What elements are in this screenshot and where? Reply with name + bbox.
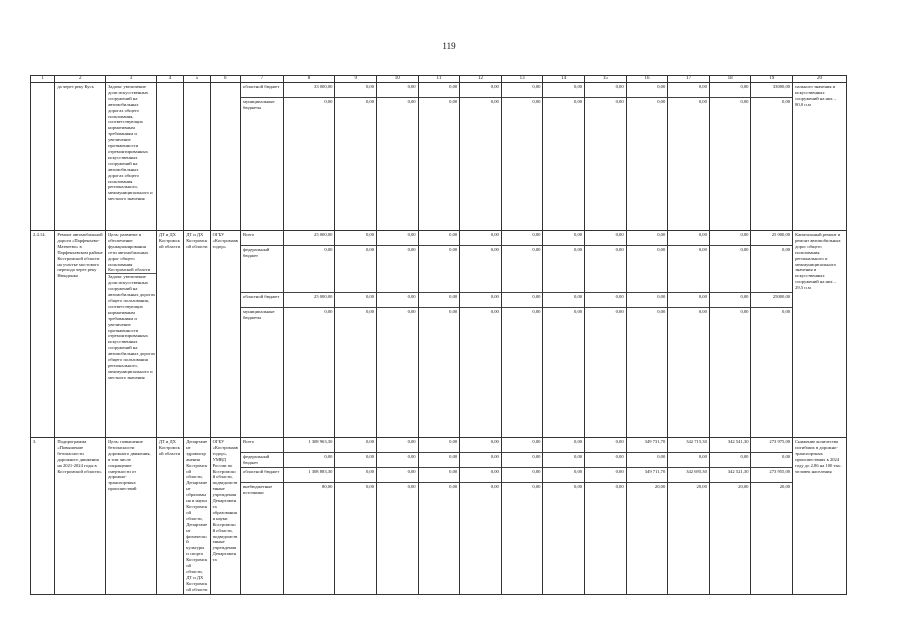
funding-value: 0,00 xyxy=(335,292,376,307)
funding-value: 0,00 xyxy=(335,452,376,467)
funding-value: 0,00 xyxy=(740,232,749,237)
funding-values xyxy=(668,83,710,231)
column-number: 11 xyxy=(418,76,460,83)
funding-source: Всего xyxy=(243,232,255,237)
funding-value: 0,00 xyxy=(698,232,707,237)
funding-value: 342 541,30 xyxy=(727,439,749,444)
funding-value: 0,00 xyxy=(615,232,624,237)
funding-value: 0,00 xyxy=(460,482,501,497)
funding-source: федеральный бюджет xyxy=(241,245,283,260)
funding-source: муниципальные бюджеты xyxy=(241,307,283,322)
funding-value: 25 000,00 xyxy=(314,232,333,237)
funding-value: 0,00 xyxy=(284,245,335,260)
funding-values xyxy=(335,83,377,231)
funding-values xyxy=(377,438,419,595)
funding-value: 0,00 xyxy=(627,307,668,322)
funding-values xyxy=(460,438,502,595)
event-name: да через реку Кусь xyxy=(55,83,106,231)
funding-source: федеральный бюджет xyxy=(241,452,283,467)
column-number: 2 xyxy=(55,76,106,83)
column-number: 4 xyxy=(156,76,183,83)
co-executor: Департамент здравоохранения Костромской области, Департамент образования и науки Костромской области, Департамент физической культуры и спорта Костромской области, ДТ и ДХ Костромской области xyxy=(184,438,210,595)
column-number: 7 xyxy=(241,76,284,83)
funding-values xyxy=(585,438,627,595)
funding-value: 0,00 xyxy=(585,97,626,112)
funding-value: 1 308 883,30 xyxy=(284,467,335,482)
funding-value: 0,00 xyxy=(502,292,543,307)
funding-values xyxy=(543,83,585,231)
funding-value: 0,00 xyxy=(668,292,709,307)
funding-value: 0,00 xyxy=(460,467,501,482)
funding-value: 349 731,70 xyxy=(644,439,666,444)
funding-value: 0,00 xyxy=(377,97,418,112)
funding-value: 0,00 xyxy=(419,97,460,112)
funding-value: 0,00 xyxy=(543,482,584,497)
funding-values xyxy=(543,438,585,595)
funding-values xyxy=(543,231,585,438)
funding-value: 0,00 xyxy=(377,292,418,307)
funding-value: 0,00 xyxy=(543,97,584,112)
goal-task xyxy=(106,231,157,438)
expected-result: пального значения и искусственных сооружений на них – 80,0 п.м xyxy=(793,83,847,231)
column-number: 16 xyxy=(626,76,668,83)
column-number: 19 xyxy=(751,76,793,83)
funding-value: 0,00 xyxy=(419,307,460,322)
funding-values xyxy=(501,438,543,595)
funding-value: 342 715,30 xyxy=(686,439,707,444)
funding-value: 349 711,70 xyxy=(627,467,668,482)
goal-task: Задача: увеличение доли искусственных сооружений на автомобильных дорогах общего пользования, соответствующих нормативным требованиям и увеличение протяженности отремонтированных искусственных сооружений на автомобильных дорогах общего пользования регионального, межмуниципального и местного значения xyxy=(106,83,157,231)
funding-value: 0,00 xyxy=(335,245,376,260)
funding-value: 80,00 xyxy=(284,482,335,497)
funding-value: 0,00 xyxy=(365,439,374,444)
column-number: 18 xyxy=(709,76,751,83)
table-row xyxy=(31,83,847,231)
funding-value: 0,00 xyxy=(449,439,458,444)
funding-values xyxy=(460,231,502,438)
funding-values xyxy=(501,231,543,438)
funding-value: 0,00 xyxy=(740,84,749,89)
funding-values xyxy=(709,83,751,231)
funding-values xyxy=(709,438,751,595)
funding-sources xyxy=(241,438,284,595)
funding-value: 0,00 xyxy=(407,439,416,444)
column-number: 6 xyxy=(210,76,240,83)
funding-value: 0,00 xyxy=(543,467,584,482)
funding-values xyxy=(377,83,419,231)
funding-value: 0,00 xyxy=(585,307,626,322)
funding-values xyxy=(283,231,335,438)
funding-value: 0,00 xyxy=(627,292,668,307)
funding-value: 0,00 xyxy=(585,482,626,497)
event-name: Ремонт автомобильной дороги «Парфеньево-Матвеево» в Парфеньевском районе Костромской области на участке мостового перехода через реку Нюндонка xyxy=(55,231,106,438)
page-number: 119 xyxy=(442,41,456,51)
goal-task: Цель: повышение безопасности дорожного движения, в том числе сокращение смертности от дорожно-транспортных происшествий xyxy=(106,438,157,595)
funding-value: 0,00 xyxy=(543,245,584,260)
funding-value: 0,00 xyxy=(543,307,584,322)
responsible-executor: ДТ и ДХ Костромской области xyxy=(156,231,183,438)
funding-value: 0,00 xyxy=(335,97,376,112)
table-row xyxy=(31,231,847,438)
funding-value: 0,00 xyxy=(407,232,416,237)
funding-source: внебюджетные источники xyxy=(241,482,283,497)
table-row xyxy=(31,438,847,595)
funding-value: 0,00 xyxy=(532,84,541,89)
funding-value: 0,00 xyxy=(751,307,792,322)
funding-value: 0,00 xyxy=(585,467,626,482)
funding-values xyxy=(418,438,460,595)
funding-value: 0,00 xyxy=(574,232,583,237)
funding-source: областной бюджет xyxy=(243,84,280,89)
funding-value: 1 308 963,30 xyxy=(308,439,333,444)
funding-value: 0,00 xyxy=(668,245,709,260)
participant xyxy=(210,83,240,231)
column-number: 1 xyxy=(31,76,55,83)
funding-values xyxy=(668,438,710,595)
funding-values xyxy=(626,83,668,231)
funding-values xyxy=(585,231,627,438)
funding-value: 0,00 xyxy=(377,482,418,497)
row-number: 2.4.14. xyxy=(31,231,55,438)
funding-value: 0,00 xyxy=(627,97,668,112)
funding-value: 0,00 xyxy=(668,307,709,322)
funding-value: 25 000,00 xyxy=(771,232,791,237)
column-number: 17 xyxy=(668,76,710,83)
funding-value: 0,00 xyxy=(460,292,501,307)
funding-value: 0,00 xyxy=(460,307,501,322)
funding-value: 0,00 xyxy=(710,97,751,112)
funding-value: 33000,00 xyxy=(772,84,791,89)
funding-value: 0,00 xyxy=(627,452,668,467)
funding-values xyxy=(418,83,460,231)
funding-value: 0,00 xyxy=(502,97,543,112)
funding-value: 0,00 xyxy=(490,439,499,444)
funding-value: 0,00 xyxy=(532,439,541,444)
funding-value: 0,00 xyxy=(615,439,624,444)
funding-values xyxy=(283,438,335,595)
funding-value: 0,00 xyxy=(668,97,709,112)
funding-values xyxy=(283,83,335,231)
funding-values xyxy=(751,438,793,595)
responsible-executor xyxy=(156,83,183,231)
funding-values xyxy=(460,83,502,231)
column-number: 12 xyxy=(460,76,502,83)
funding-value: 0,00 xyxy=(657,84,666,89)
funding-value: 273 975,00 xyxy=(769,439,791,444)
funding-value: 0,00 xyxy=(698,84,707,89)
row-number: 3. xyxy=(31,438,55,595)
funding-value: 342 695,30 xyxy=(668,467,709,482)
funding-values xyxy=(377,231,419,438)
funding-values xyxy=(751,231,793,438)
funding-value: 20,00 xyxy=(710,482,751,497)
funding-value: 0,00 xyxy=(365,84,374,89)
funding-value: 20,00 xyxy=(751,482,792,497)
column-number: 10 xyxy=(377,76,419,83)
participant: ОГБУ «Костромаавтодор» xyxy=(210,231,240,438)
program-table xyxy=(30,75,847,595)
funding-value: 0,00 xyxy=(335,482,376,497)
funding-value: 273 955,00 xyxy=(751,467,792,482)
funding-value: 0,00 xyxy=(365,232,374,237)
responsible-executor: ДТ и ДХ Костромской области xyxy=(156,438,183,595)
funding-value: 0,00 xyxy=(502,245,543,260)
funding-value: 0,00 xyxy=(574,439,583,444)
funding-value: 0,00 xyxy=(585,292,626,307)
funding-value: 0,00 xyxy=(543,292,584,307)
goal-text: Цель: развитие и обеспечение функционирования сети автомобильных дорог общего пользования Костромской области xyxy=(108,232,151,273)
funding-value: 25000,00 xyxy=(751,292,792,307)
funding-value: 0,00 xyxy=(419,245,460,260)
funding-value: 0,00 xyxy=(627,245,668,260)
column-number-row xyxy=(31,76,847,83)
funding-value: 0,00 xyxy=(751,452,792,467)
funding-value: 0,00 xyxy=(585,452,626,467)
funding-values xyxy=(335,438,377,595)
funding-value: 0,00 xyxy=(751,245,792,260)
funding-value: 0,00 xyxy=(574,84,583,89)
funding-values xyxy=(418,231,460,438)
funding-sources xyxy=(241,231,284,438)
participant: ОГБУ «Костромаавтодор», УМВД России по Костромской области, подведомственные учреждения Департамента образования и науки Костромской области, подведомственные учреждения Департамента xyxy=(210,438,240,595)
funding-value: 0,00 xyxy=(710,307,751,322)
column-number: 8 xyxy=(283,76,335,83)
funding-values xyxy=(585,83,627,231)
column-number: 15 xyxy=(585,76,627,83)
funding-value: 0,00 xyxy=(377,467,418,482)
column-number: 5 xyxy=(184,76,210,83)
funding-value: 0,00 xyxy=(419,482,460,497)
funding-value: 0,00 xyxy=(419,467,460,482)
funding-value: 0,00 xyxy=(377,307,418,322)
funding-values xyxy=(751,83,793,231)
funding-value: 0,00 xyxy=(490,232,499,237)
funding-value: 0,00 xyxy=(502,467,543,482)
co-executor: ДТ и ДХ Костромской области xyxy=(184,231,210,438)
funding-value: 0,00 xyxy=(460,245,501,260)
funding-value: 0,00 xyxy=(449,232,458,237)
funding-source: муниципальные бюджеты xyxy=(241,97,283,112)
funding-value: 0,00 xyxy=(490,84,499,89)
funding-value: 0,00 xyxy=(377,245,418,260)
funding-value: 20,00 xyxy=(627,482,668,497)
funding-value: 0,00 xyxy=(657,232,666,237)
funding-value: 0,00 xyxy=(377,452,418,467)
funding-value: 20,00 xyxy=(668,482,709,497)
funding-value: 0,00 xyxy=(532,232,541,237)
funding-value: 0,00 xyxy=(502,307,543,322)
funding-sources xyxy=(241,83,284,231)
expected-result: Капитальный ремонт и ремонт автомобильных дорог общего пользования регионального и межмуниципального значения и искусственных сооружений на них – 29,5 п.м xyxy=(793,231,847,438)
task-text: Задача: увеличение доли искусственных сооружений на автомобильных дорогах общего пользования, соответствующих нормативным требованиям и увеличение протяженности отремонтированных искусственных сооружений на автомобильных дорогах общего пользования регионального, межмуниципального и местного значения xyxy=(108,274,156,380)
column-number: 20 xyxy=(793,76,847,83)
funding-value: 0,00 xyxy=(284,452,335,467)
funding-values xyxy=(709,231,751,438)
event-name: Подпрограмма «Повышение безопасности дорожного движения на 2021-2024 годы в Костромской области» xyxy=(55,438,106,595)
funding-value: 0,00 xyxy=(419,292,460,307)
funding-value: 33 000,00 xyxy=(314,84,333,89)
funding-value: 0,00 xyxy=(460,452,501,467)
funding-value: 342 521,30 xyxy=(710,467,751,482)
funding-value: 0,00 xyxy=(543,452,584,467)
funding-value: 0,00 xyxy=(502,482,543,497)
funding-value: 0,00 xyxy=(710,245,751,260)
funding-value: 0,00 xyxy=(284,307,335,322)
funding-value: 0,00 xyxy=(710,292,751,307)
funding-value: 0,00 xyxy=(407,84,416,89)
funding-value: 0,00 xyxy=(668,452,709,467)
funding-values xyxy=(501,83,543,231)
funding-source: областной бюджет xyxy=(241,292,283,307)
funding-values xyxy=(626,438,668,595)
funding-value: 0,00 xyxy=(284,97,335,112)
funding-value: 0,00 xyxy=(502,452,543,467)
funding-values xyxy=(335,231,377,438)
funding-value: 0,00 xyxy=(710,452,751,467)
funding-value: 0,00 xyxy=(751,97,792,112)
funding-value: 0,00 xyxy=(335,307,376,322)
column-number: 9 xyxy=(335,76,377,83)
co-executor xyxy=(184,83,210,231)
column-number: 14 xyxy=(543,76,585,83)
funding-source: Всего xyxy=(243,439,255,444)
funding-source: областной бюджет xyxy=(241,467,283,482)
funding-value: 25 000,00 xyxy=(284,292,335,307)
funding-value: 0,00 xyxy=(585,245,626,260)
funding-value: 0,00 xyxy=(335,467,376,482)
funding-value: 0,00 xyxy=(615,84,624,89)
funding-value: 0,00 xyxy=(419,452,460,467)
column-number: 13 xyxy=(501,76,543,83)
funding-values xyxy=(668,231,710,438)
row-number xyxy=(31,83,55,231)
expected-result: Снижение количества погибших в дорожно-транспортных происшествиях к 2024 году до 2,86 на 100 тыс. человек населения xyxy=(793,438,847,595)
funding-value: 0,00 xyxy=(449,84,458,89)
column-number: 3 xyxy=(106,76,157,83)
funding-value: 0,00 xyxy=(460,97,501,112)
funding-values xyxy=(626,231,668,438)
